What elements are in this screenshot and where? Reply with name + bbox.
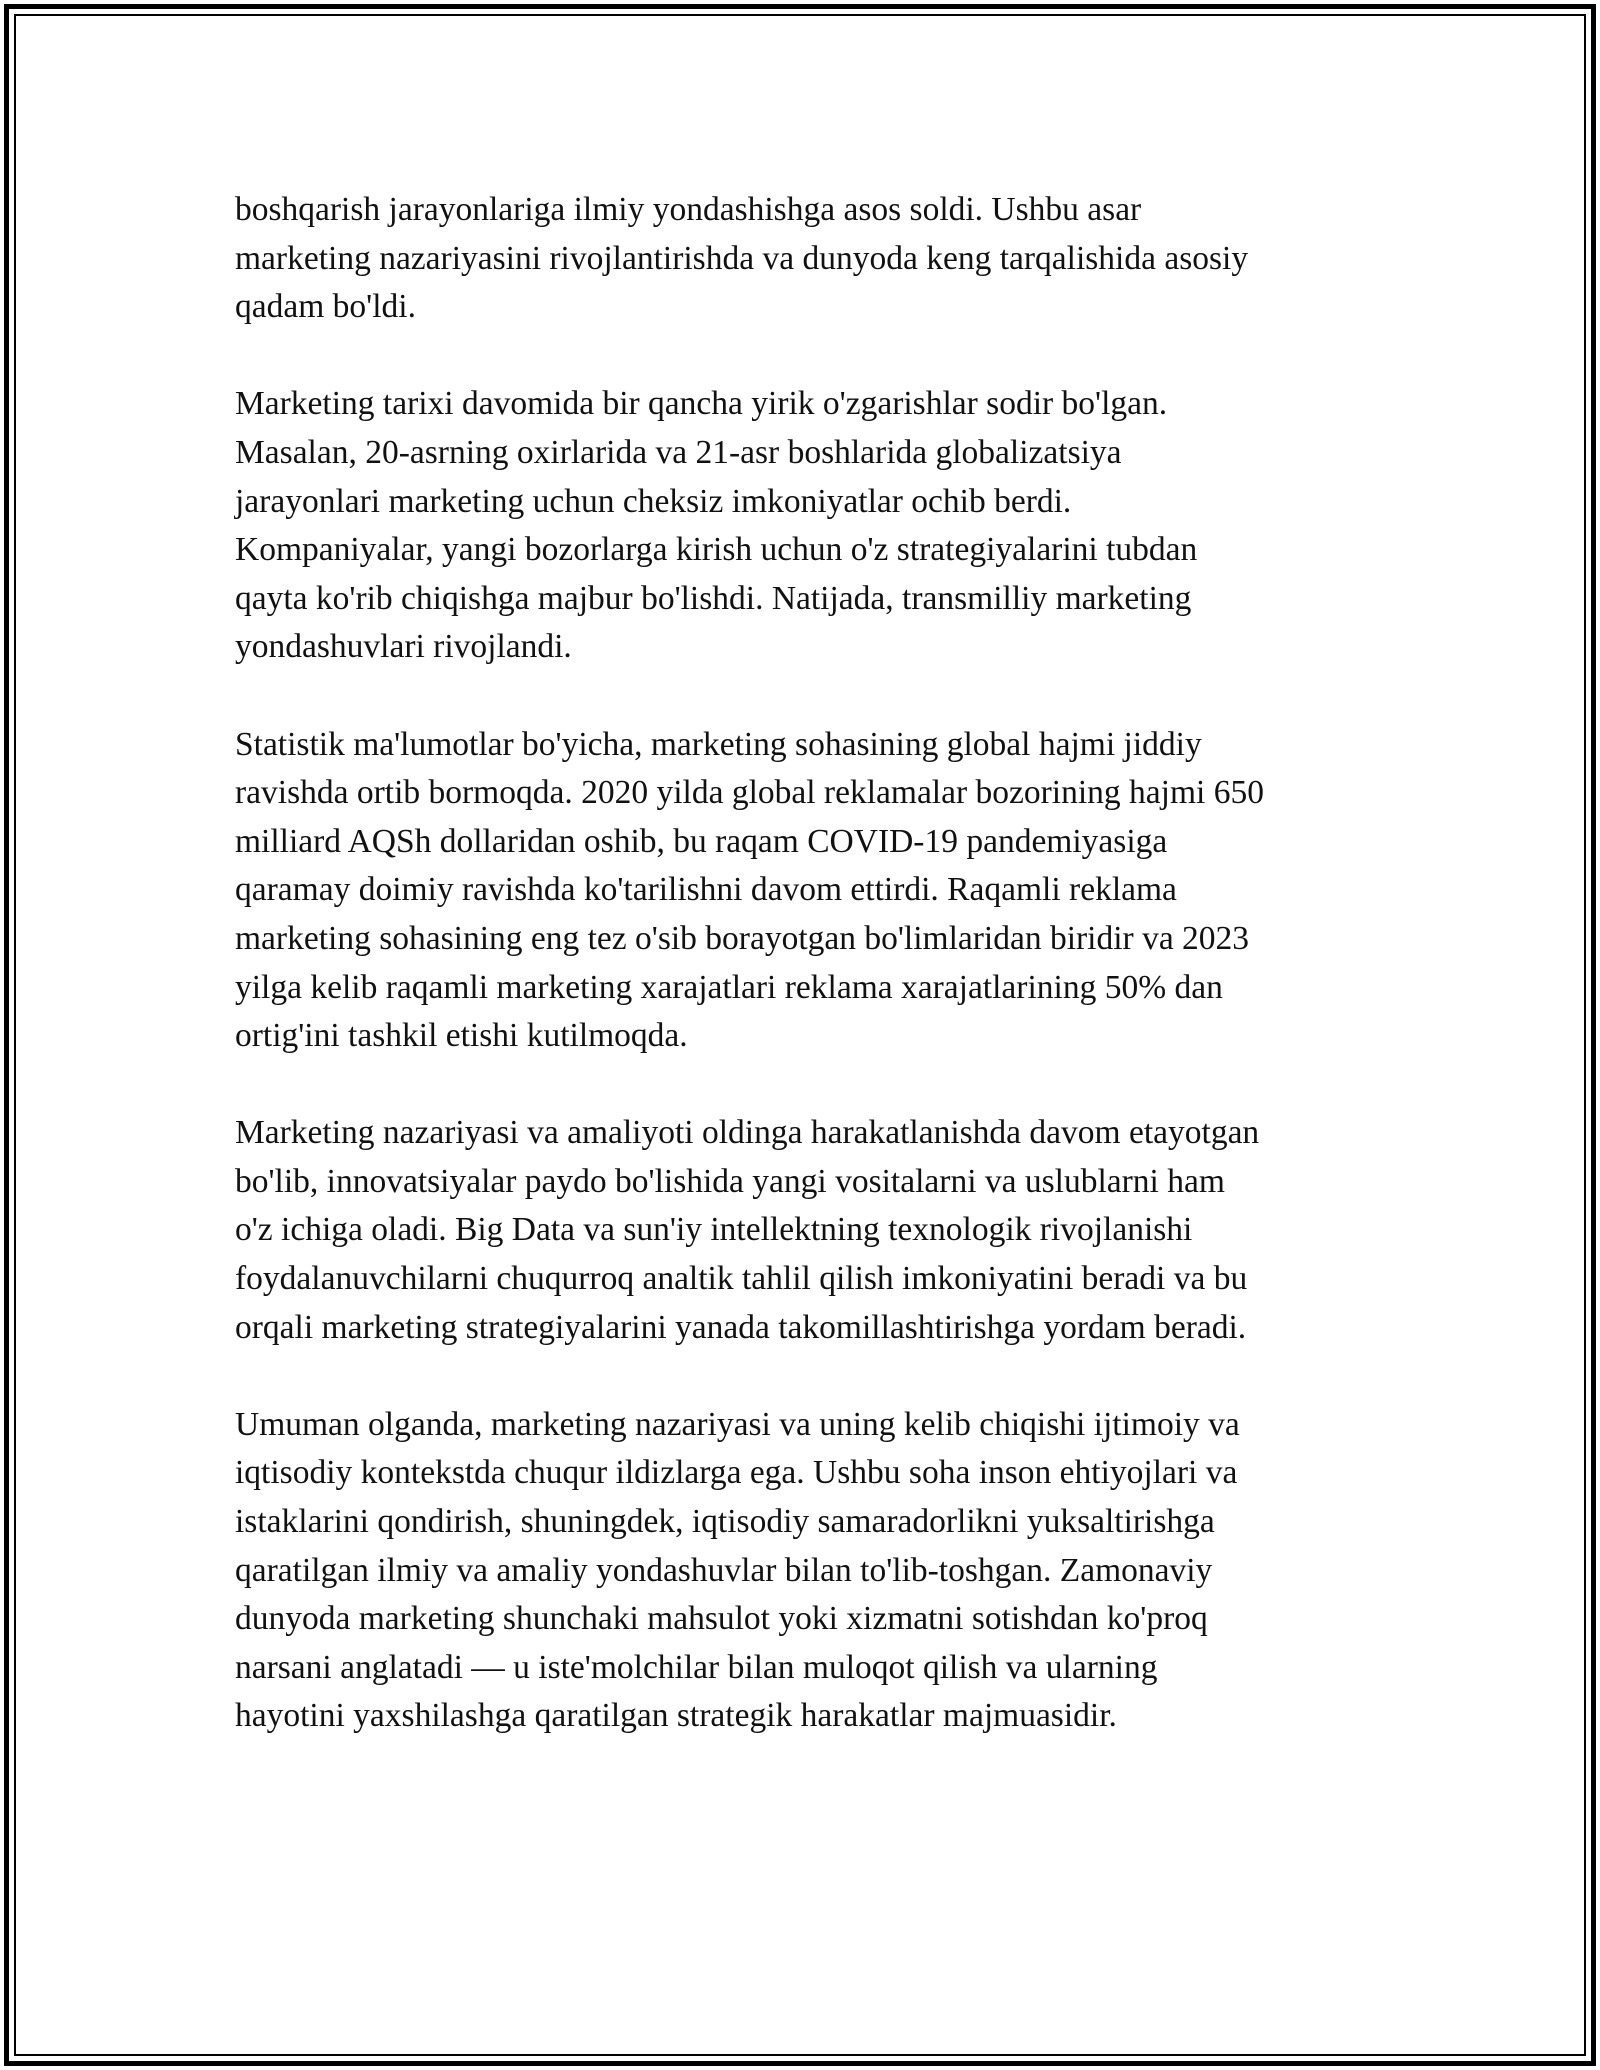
text-line: qadam bo'ldi. — [235, 288, 416, 326]
text-line: iqtisodiy kontekstda chuqur ildizlarga ega. Ushbu soha inson ehtiyojlari va — [235, 1454, 1238, 1492]
text-line: ravishda ortib bormoqda. 2020 yilda global reklamalar bozorining hajmi 650 — [235, 774, 1264, 812]
text-line: foydalanuvchilarni chuqurroq analtik tahlil qilish imkoniyatini beradi va bu — [235, 1260, 1248, 1298]
paragraph-1 — [235, 186, 1370, 332]
text-line: qaratilgan ilmiy va amaliy yondashuvlar bilan to'lib-toshgan. Zamonaviy — [235, 1551, 1213, 1589]
text-line: Kompaniyalar, yangi bozorlarga kirish uchun o'z strategiyalarini tubdan — [235, 531, 1198, 569]
text-line: qaramay doimiy ravishda ko'tarilishni davom ettirdi. Raqamli reklama — [235, 871, 1177, 909]
text-line: Masalan, 20-asrning oxirlarida va 21-asr boshlarida globalizatsiya — [235, 433, 1122, 471]
text-line: Umuman olganda, marketing nazariyasi va uning kelib chiqishi ijtimoiy va — [235, 1405, 1240, 1443]
text-line: o'z ichiga oladi. Big Data va sun'iy intellektning texnologik rivojlanishi — [235, 1211, 1193, 1249]
text-line: ortig'ini tashkil etishi kutilmoqda. — [235, 1017, 688, 1055]
text-line: hayotini yaxshilashga qaratilgan strategik harakatlar majmuasidir. — [235, 1697, 1117, 1735]
paragraph-3 — [235, 721, 1370, 1061]
text-line: marketing nazariyasini rivojlantirishda va dunyoda keng tarqalishida asosiy — [235, 239, 1249, 277]
text-line: Marketing nazariyasi va amaliyoti oldinga harakatlanishda davom etayotgan — [235, 1114, 1260, 1152]
paragraph-4 — [235, 1109, 1370, 1352]
document-body — [235, 186, 1370, 1790]
text-line: narsani anglatadi — u iste'molchilar bilan muloqot qilish va ularning — [235, 1648, 1158, 1686]
text-line: yondashuvlari rivojlandi. — [235, 628, 572, 666]
text-line: orqali marketing strategiyalarini yanada takomillashtirishga yordam beradi. — [235, 1308, 1247, 1346]
text-line: marketing sohasining eng tez o'sib borayotgan bo'limlaridan biridir va 2023 — [235, 919, 1250, 957]
text-line: yilga kelib raqamli marketing xarajatlari reklama xarajatlarining 50% dan — [235, 968, 1223, 1006]
text-line: istaklarini qondirish, shuningdek, iqtisodiy samaradorlikni yuksaltirishga — [235, 1503, 1215, 1541]
text-line: jarayonlari marketing uchun cheksiz imkoniyatlar ochib berdi. — [235, 482, 1072, 520]
text-line: bo'lib, innovatsiyalar paydo bo'lishida yangi vositalarni va uslublarni ham — [235, 1162, 1225, 1200]
paragraph-2 — [235, 380, 1370, 672]
paragraph-5 — [235, 1401, 1370, 1741]
text-line: dunyoda marketing shunchaki mahsulot yoki xizmatni sotishdan ko'proq — [235, 1600, 1208, 1638]
text-line: qayta ko'rib chiqishga majbur bo'lishdi. Natijada, transmilliy marketing — [235, 579, 1192, 617]
text-line: Statistik ma'lumotlar bo'yicha, marketing sohasining global hajmi jiddiy — [235, 725, 1202, 763]
text-line: milliard AQSh dollaridan oshib, bu raqam COVID-19 pandemiyasiga — [235, 822, 1168, 860]
text-line: Marketing tarixi davomida bir qancha yirik o'zgarishlar sodir bo'lgan. — [235, 385, 1168, 423]
text-line: boshqarish jarayonlariga ilmiy yondashishga asos soldi. Ushbu asar — [235, 191, 1142, 228]
